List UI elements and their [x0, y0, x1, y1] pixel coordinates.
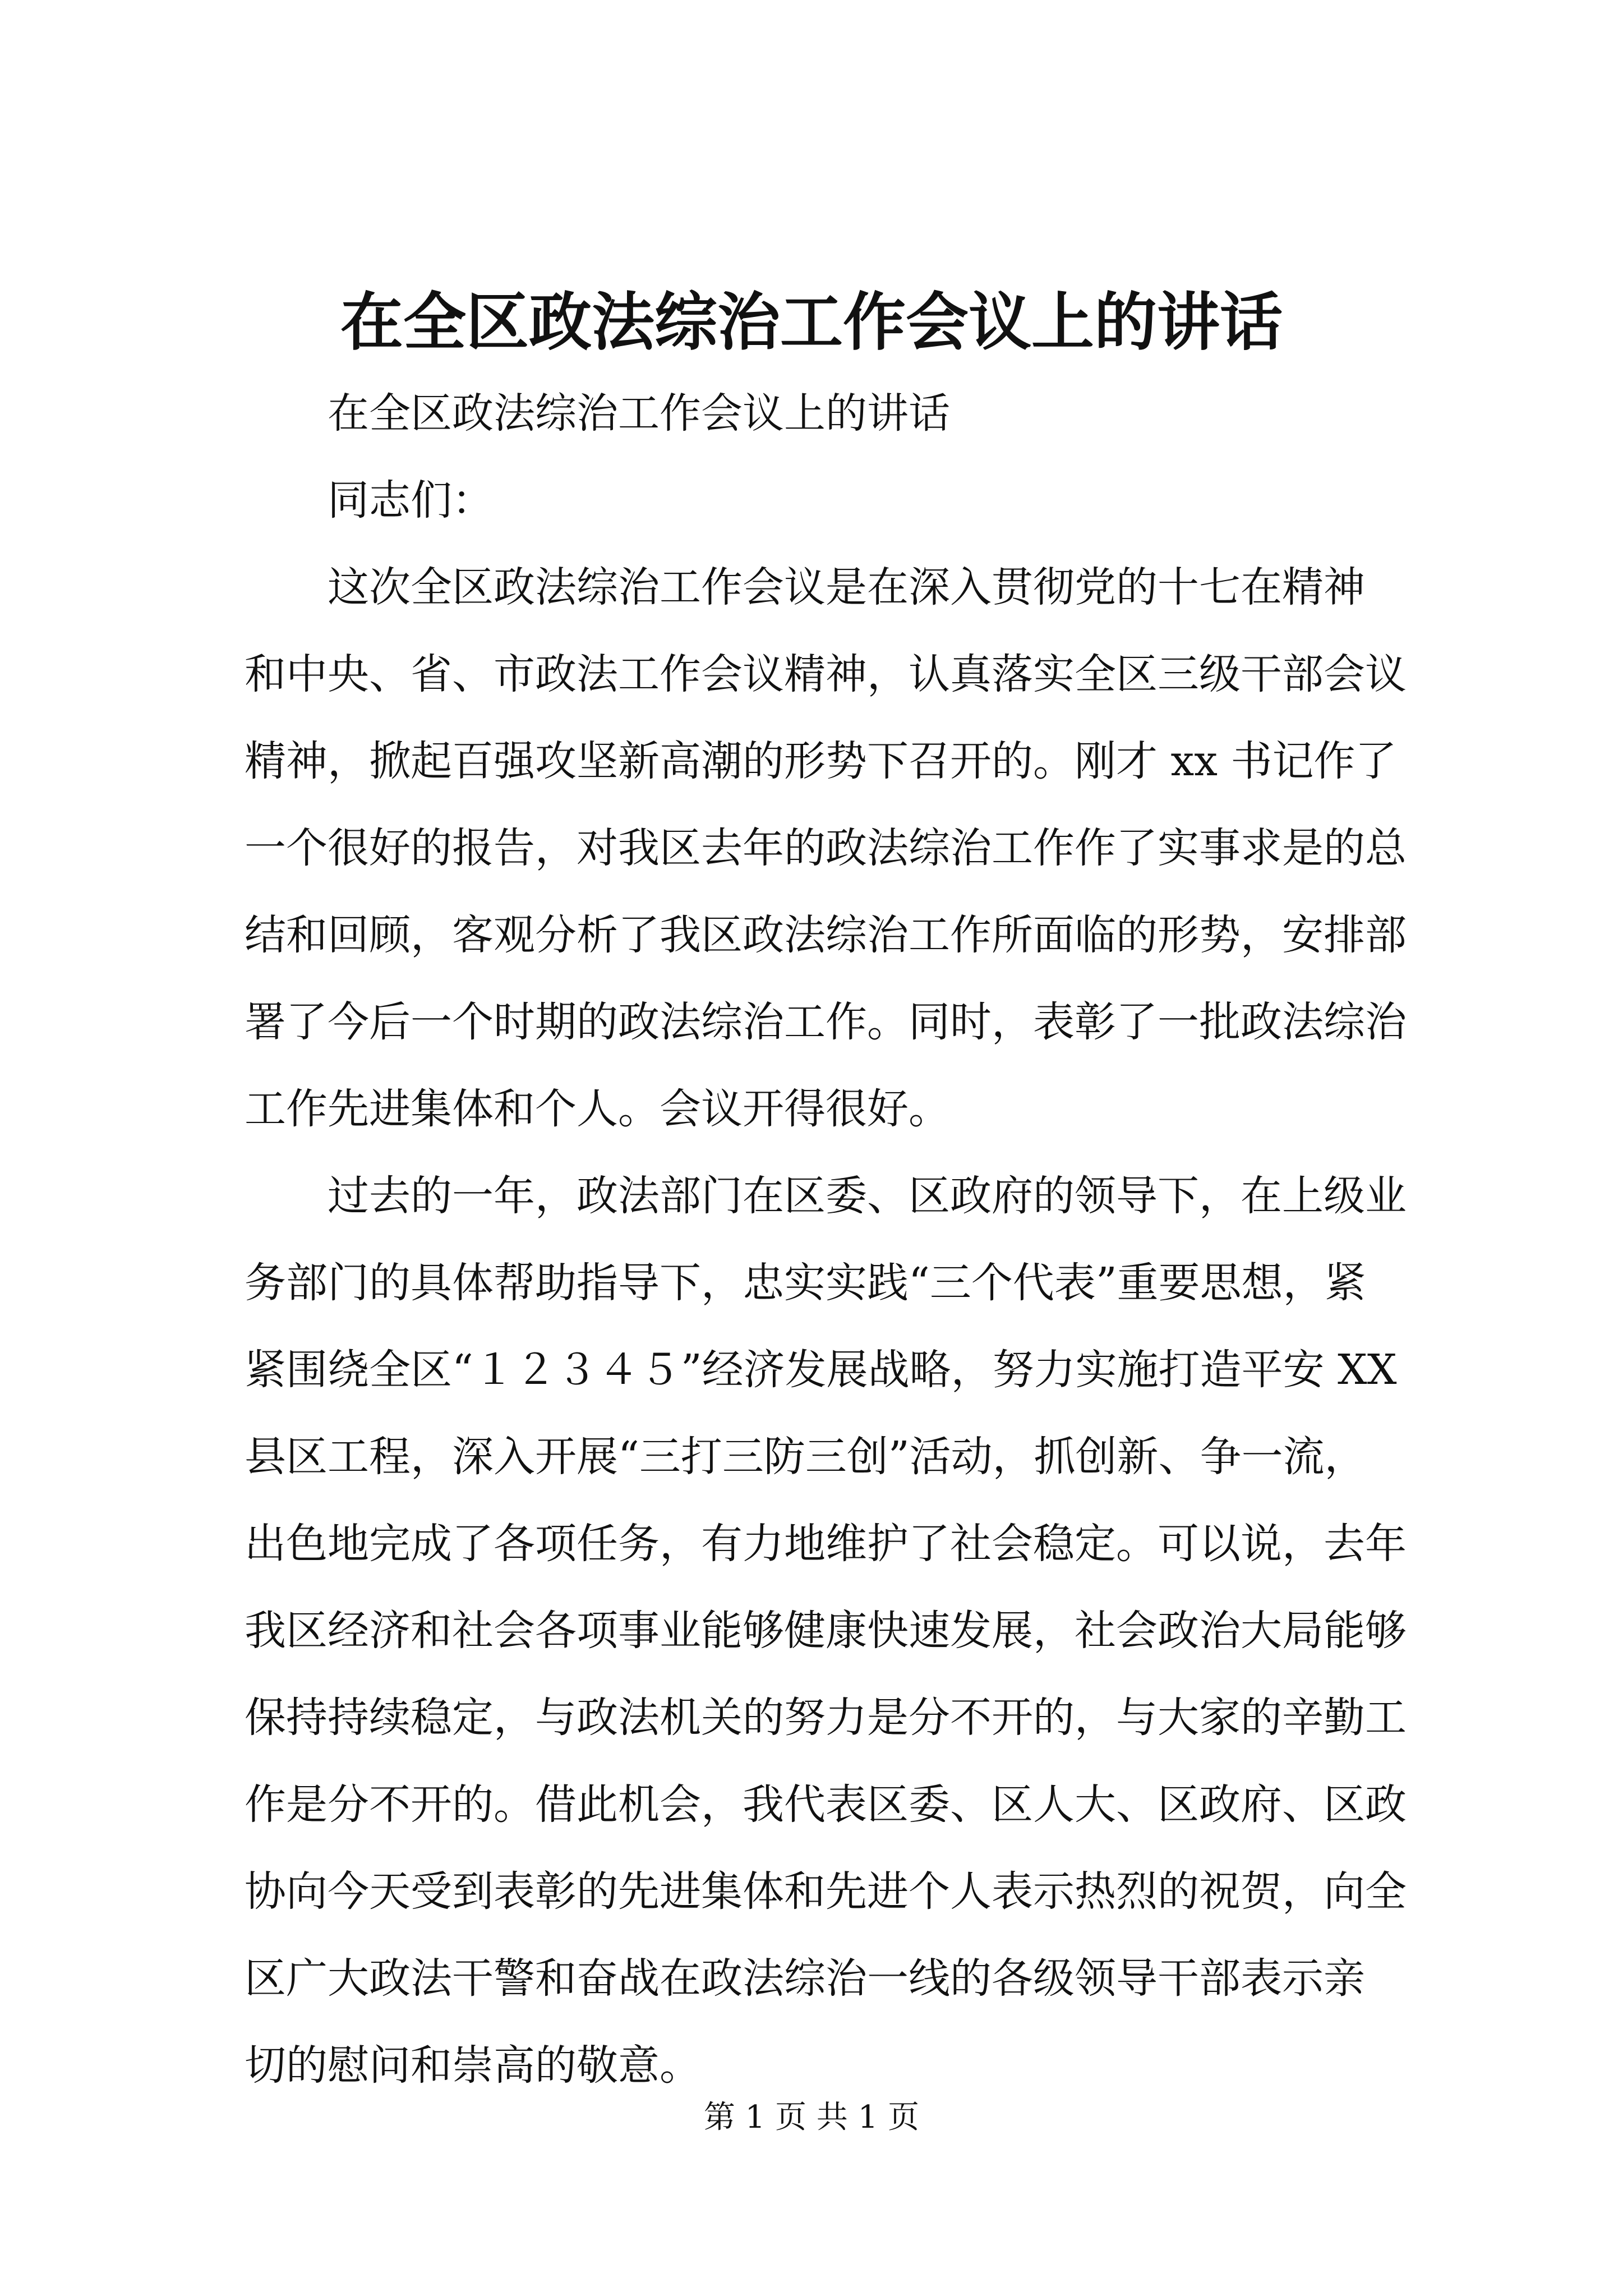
- body-line: 和中央、省、市政法工作会议精神，认真落实全区三级干部会议: [245, 650, 1407, 698]
- body-line: 署了今后一个时期的政法综治工作。同时，表彰了一批政法综治: [245, 998, 1407, 1046]
- body-line: 结和回顾，客观分析了我区政法综治工作所面临的形势，安排部: [245, 911, 1407, 959]
- document-title: 在全区政法综治工作会议上的讲话: [340, 286, 1283, 359]
- body-line: 紧围绕全区“１２３４５”经济发展战略，努力实施打造平安 XX: [245, 1346, 1397, 1394]
- body-line: 出色地完成了各项任务，有力地维护了社会稳定。可以说，去年: [245, 1520, 1407, 1568]
- body-line: 同志们：: [328, 476, 494, 524]
- body-line: 作是分不开的。借此机会，我代表区委、区人大、区政府、区政: [245, 1780, 1407, 1829]
- document-body: [245, 370, 1422, 2109]
- body-line: 一个很好的报告，对我区去年的政法综治工作作了实事求是的总: [245, 824, 1407, 872]
- body-line: 过去的一年，政法部门在区委、区政府的领导下，在上级业: [328, 1172, 1407, 1220]
- body-line: 在全区政法综治工作会议上的讲话: [328, 389, 950, 438]
- body-line: 区广大政法干警和奋战在政法综治一线的各级领导干部表示亲: [245, 1954, 1365, 2003]
- body-line: 工作先进集体和个人。会议开得很好。: [245, 1085, 950, 1133]
- body-line: 这次全区政法综治工作会议是在深入贯彻党的十七在精神: [328, 563, 1365, 611]
- body-line: 切的慰问和崇高的敬意。: [245, 2041, 701, 2090]
- body-line: 县区工程，深入开展“三打三防三创”活动，抓创新、争一流，: [245, 1433, 1366, 1481]
- page-footer: 第 1 页 共 1 页: [703, 2099, 920, 2136]
- body-line: 精神，掀起百强攻坚新高潮的形势下召开的。刚才 xx 书记作了: [245, 737, 1397, 785]
- body-line: 保持持续稳定，与政法机关的努力是分不开的，与大家的辛勤工: [245, 1694, 1407, 1742]
- body-line: 协向今天受到表彰的先进集体和先进个人表示热烈的祝贺，向全: [245, 1867, 1407, 1916]
- body-line: 我区经济和社会各项事业能够健康快速发展，社会政治大局能够: [245, 1607, 1407, 1655]
- body-line: 务部门的具体帮助指导下，忠实实践“三个代表”重要思想，紧: [245, 1259, 1366, 1307]
